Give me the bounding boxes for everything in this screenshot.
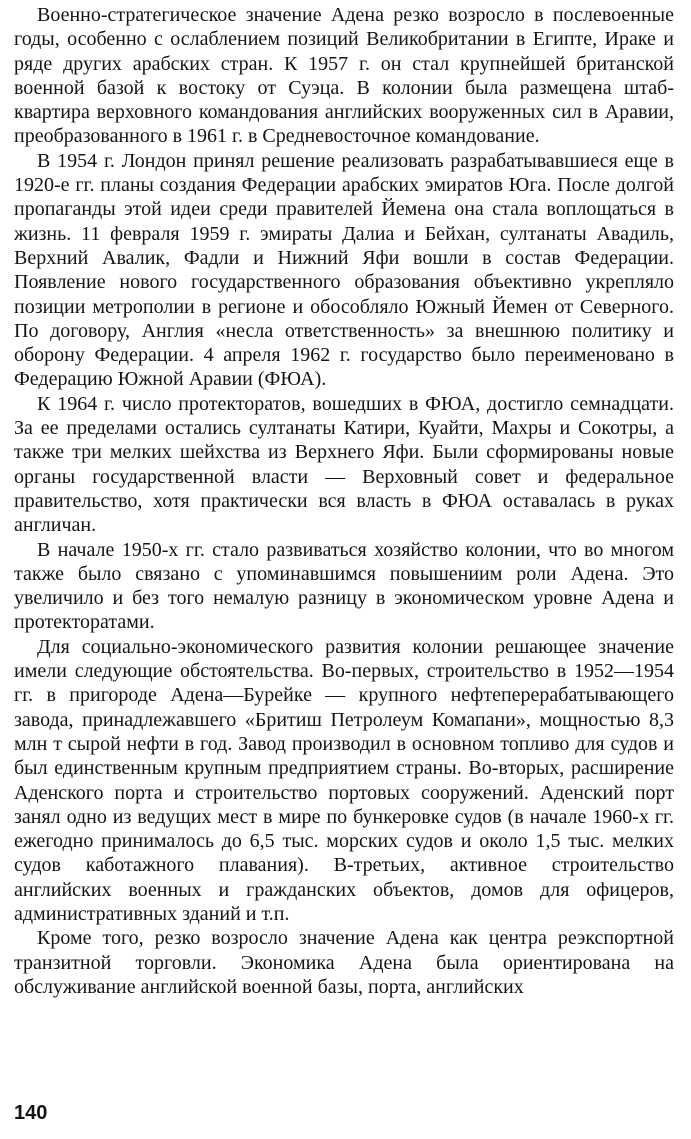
book-page [14,0,674,1139]
paragraph-development-factors: Для социально-экономического развития колонии решающее значение имели следующие обстоятельства. Во-первых, строительство в 1952—1954 гг. в пригороде Адена—Бурейке — крупного нефтеперерабатывающего завода, принадлежавшего «Бритиш Петролеум Комапани», мощностью 8,3 млн т сырой нефти в год. Завод производил в основном топливо для судов и был единственным крупным предприятием страны. Во-вторых, расширение Аденского порта и строительство портовых сооружений. Аденский порт занял одно из ведущих мест в мире по бункеровке судов (в начале 1960-х гг. ежегодно принималось до 6,5 тыс. морских судов и около 1,5 тыс. мелких судов каботажного плавания). В-третьих, активное строительство английских военных и гражданских объектов, домов для офицеров, административных зданий и т.п. [14,635,674,925]
paragraph-military-significance: Военно-стратегическое значение Адена резко возросло в послевоенные годы, особенно с ослаблением позиций Великобритании в Египте, Ираке и ряде других арабских стран. К 1957 г. он стал крупнейшей британской военной базой к востоку от Суэца. В колонии была размещена штаб-квартира верховного командования английских вооруженных сил в Аравии, преобразованного в 1961 г. в Средневосточное командование. [14,4,674,148]
paragraph-economy-1950s: В начале 1950-х гг. стало развиваться хозяйство колонии, что во многом также было связано с упоминавшимся повышениим роли Адена. Это увеличило и без того немалую разницу в экономическом уровне Адена и протекторатами. [14,538,674,634]
page-number: 140 [14,1102,48,1124]
paragraph-reexport-trade: Кроме того, резко возросло значение Адена как центра реэкспортной транзитной торговли. Экономика Адена была ориентирована на обслуживание английской военной базы, порта, английских [14,927,674,998]
body-text [14,3,674,999]
paragraph-federation-creation: В 1954 г. Лондон принял решение реализовать разрабатывавшиеся еще в 1920-е гг. планы создания Федерации арабских эмиратов Юга. После долгой пропаганды этой идеи среди правителей Йемена она стала воплощаться в жизнь. 11 февраля 1959 г. эмираты Далиа и Бейхан, султанаты Авадиль, Верхний Авалик, Фадли и Нижний Яфи вошли в состав Федерации. Появление нового государственного образования объективно укрепляло позиции метрополии в регионе и обособляло Южный Йемен от Северного. По договору, Англия «несла ответственность» за внешнюю политику и оборону Федерации. 4 апреля 1962 г. государство было переименовано в Федерацию Южной Аравии (ФЮА). [14,149,674,391]
paragraph-fyua-1964: К 1964 г. число протекторатов, вошедших в ФЮА, достигло семнадцати. За ее пределами остались султанаты Катири, Куайти, Махры и Сокотры, а также три мелких шейхства из Верхнего Яфи. Были сформированы новые органы государственной власти — Верховный совет и федеральное правительство, хотя практически вся власть в ФЮА оставалась в руках англичан. [14,392,674,537]
